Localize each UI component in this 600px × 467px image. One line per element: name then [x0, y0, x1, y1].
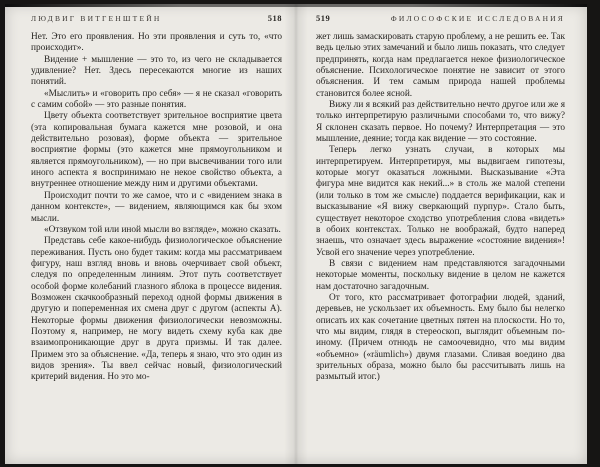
running-head-left — [31, 13, 282, 23]
page-519 — [296, 4, 587, 464]
book-spread — [5, 4, 587, 464]
paragraph: Происходит почти то же самое, что и с «видением знака в данном контексте», — видением, являющимся как бы эхом мысли. — [31, 190, 282, 224]
running-title-author: ЛЮДВИГ ВИТГЕНШТЕЙН — [31, 14, 162, 23]
page-number-left: 518 — [267, 13, 282, 23]
running-head-right — [316, 13, 565, 23]
page-body-left — [31, 32, 282, 384]
paragraph: «Мыслить» и «говорить про себя» — я не сказал «говорить с самим собой» — это разные понятия. — [31, 88, 282, 111]
paragraph: От того, кто рассматривает фотографии людей, зданий, деревьев, не ускользает их объемность. Ему было бы нелегко описать их как сочетание цветных пятен на плоскости. Но то, что мы видим, глядя в стереоскоп, выглядит объемным по-иному. (Причем отнюдь не самоочевидно, что мы видим «объемно» («räumlich») двумя глазами. Сливая воедино два зрительных образа, можно было бы рассчитывать лишь на размытый итог.) — [316, 292, 565, 383]
paragraph: Теперь легко узнать случаи, в которых мы интерпретируем. Интерпретируя, мы выдвигаем гипотезы, которые могут оказаться ложными. Высказывание «Эта фигура мне видится как некий...» в столь же малой степени (или только в том же смысле) поддается верификации, как и высказывание «Я вижу сверкающий пурпур». Стало быть, существует некоторое сходство употребления слова «видеть» в обоих контекстах. Только не воображай, будто наперед знаешь, что означает здесь выражение «состояние видения»! Усвой его значение через употребление. — [316, 145, 565, 258]
running-title-book: ФИЛОСОФСКИЕ ИССЛЕДОВАНИЯ — [390, 14, 565, 23]
page-number-right: 519 — [316, 13, 331, 23]
page-body-right — [316, 32, 565, 384]
paragraph: Представь себе какое-нибудь физиологическое объяснение переживания. Пусть оно будет таким: когда мы рассматриваем фигуру, наш взгляд вновь и вновь очерчивает свой объект, следуя по определенным линиям. Этот путь соответствует особой форме колебаний глазного яблока в процессе видения. Возможен скачкообразный переход одной формы движения в другую и попеременная их смена друг с другом (аспекты А). Некоторые формы движения физиологически невозможны. Поэтому я, например, не могу видеть схему куба как две взаимопроникающие друг в друга призмы. И так далее. Примем это за объяснение. «Да, теперь я знаю, что это один из видов зрения». Ты ввел сейчас новый, физиологический критерий видения. Но это мо- — [31, 236, 282, 383]
paragraph: Видение + мышление — это то, из чего не складывается удивление? Нет. Здесь пересекаются многие из наших понятий. — [31, 54, 282, 88]
paragraph: В связи с видением нам представляются загадочными некоторые моменты, поскольку видение в целом не кажется нам достаточно загадочным. — [316, 258, 565, 292]
paragraph: «Отзвуком той или иной мысли во взгляде», можно сказать. — [44, 224, 281, 235]
paragraph: Цвету объекта соответствует зрительное восприятие цвета (эта копировальная бумага кажется мне розовой, и она действительно розовая), форме объекта — зрительное восприятие формы (это кажется мне прямоугольником и является прямоугольником), — но при высвечивании того или иного аспекта я воспринимаю не некое свойство объекта, а внутреннее отношение между ним и другими объектами. — [31, 111, 282, 190]
paragraph: жет лишь замаскировать старую проблему, а не решить ее. Так ведь целью этих замечаний и было лишь показать, что следует предпринять, когда нам предлагается некое физиологическое объяснение. Психологическое понятие не зависит от этого объяснения. И тем самым природа нашей проблемы становится более ясной. — [316, 32, 565, 99]
paragraph: Нет. Это его проявления. Но эти проявления и суть то, «что происходит». — [31, 32, 282, 54]
paragraph: Вижу ли я всякий раз действительно нечто другое или же я только интерпретирую различными способами то, что вижу? Я склонен сказать первое. Но почему? Интерпретация — это мышление, деяние; тогда как видение — это состояние. — [316, 100, 565, 145]
page-518 — [5, 4, 296, 464]
